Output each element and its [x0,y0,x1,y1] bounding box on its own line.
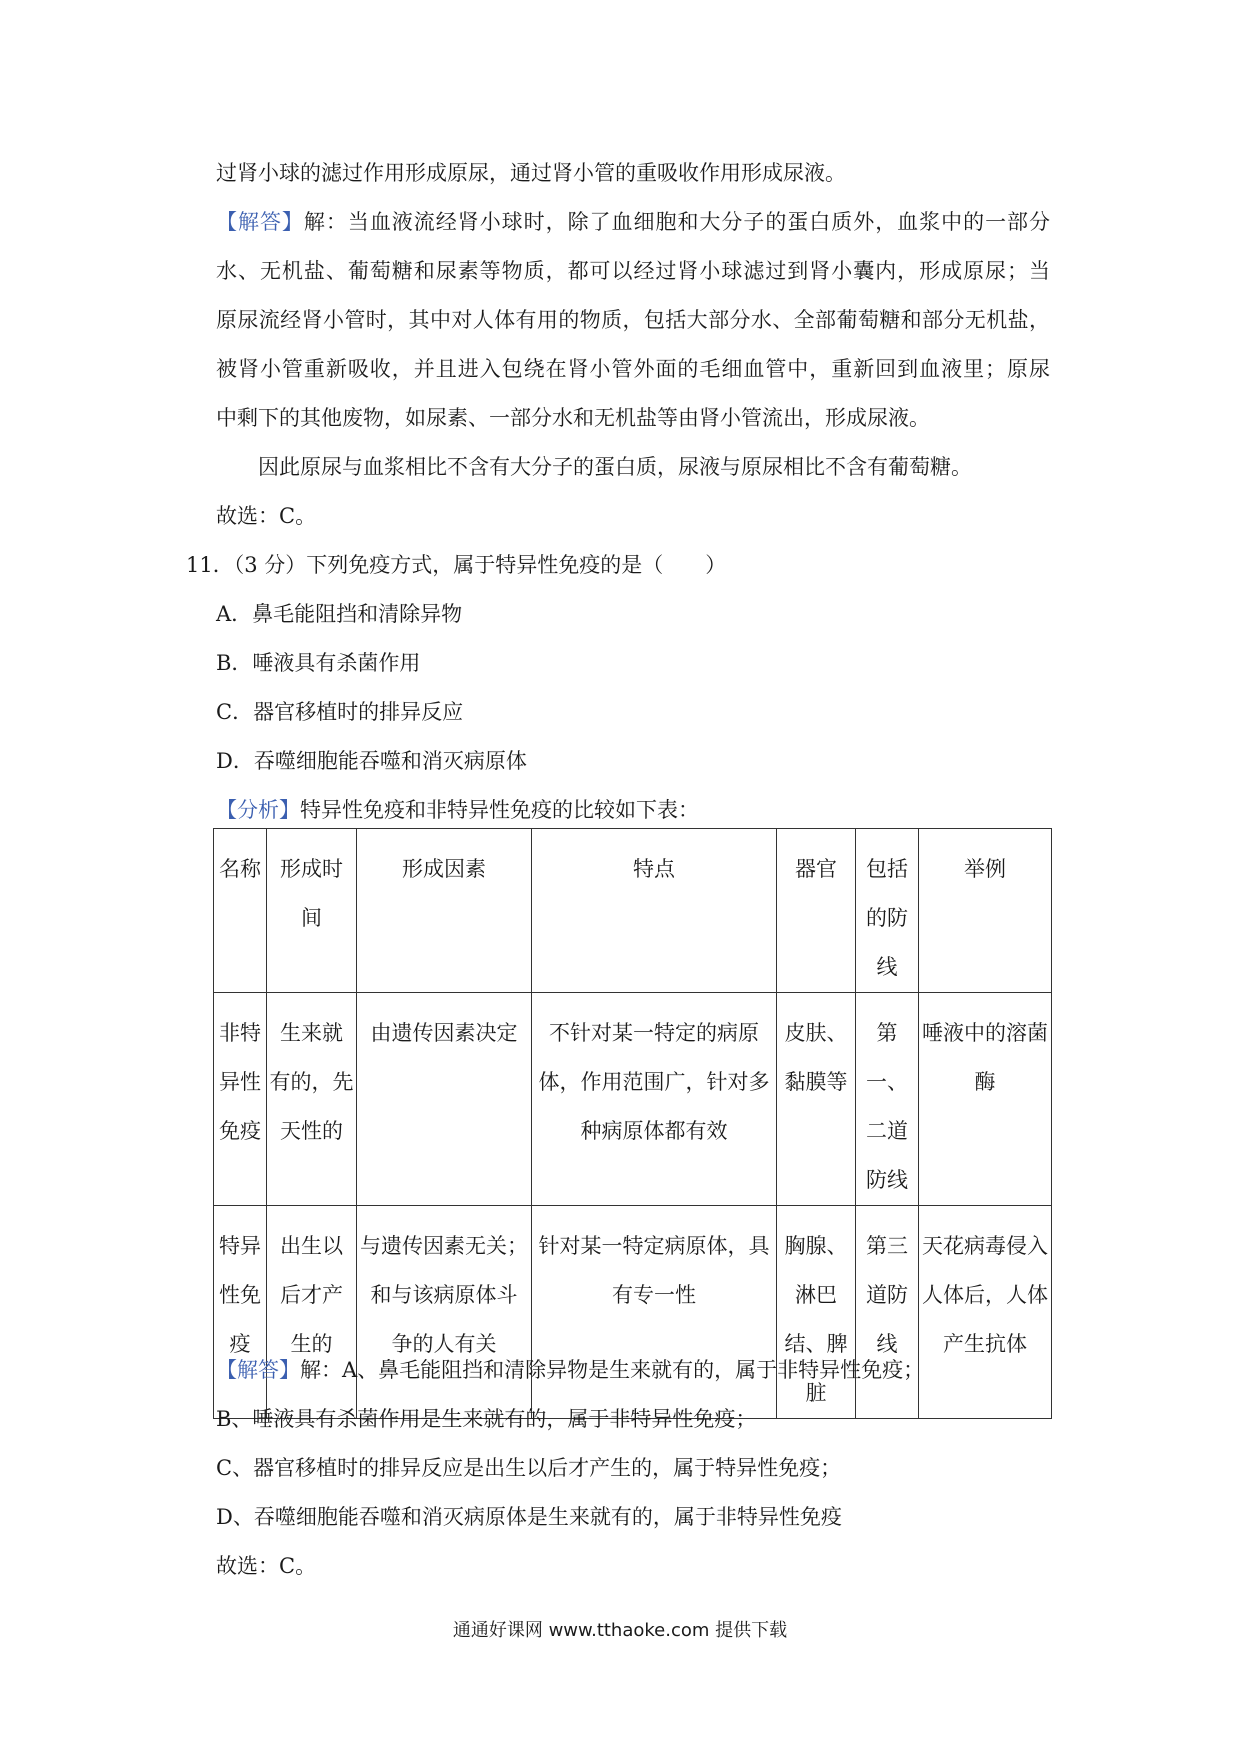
q11-choice: 故选：C。 [216,1554,317,1578]
table-cell: 针对某一特定病原体，具 有专一性 [532,1206,777,1419]
answer-tag: 【解答】 [216,1358,300,1382]
table-cell: 非特 异性 免疫 [214,993,267,1206]
header-cell-feature: 特点 [532,829,777,993]
header-cell-name: 名称 [214,829,267,993]
q11-answer-line-3: C、器官移植时的排异反应是出生以后才产生的，属于特异性免疫； [216,1456,842,1480]
comparison-table [213,828,1052,1419]
q10-answer-line-5: 中剩下的其他废物，如尿素、一部分水和无机盐等由肾小管流出，形成尿液。 [216,406,930,430]
header-cell-factor: 形成因素 [357,829,532,993]
q11-option-d: D．吞噬细胞能吞噬和消灭病原体 [216,749,527,773]
header-cell-time: 形成时 间 [267,829,357,993]
table-cell: 与遗传因素无关； 和与该病原体斗 争的人有关 [357,1206,532,1419]
q10-choice: 故选：C。 [216,504,317,528]
q11-analysis: 【分析】特异性免疫和非特异性免疫的比较如下表： [216,798,699,822]
q11-stem: 11．（3 分）下列免疫方式，属于特异性免疫的是（ ） [186,553,727,577]
header-cell-example: 举例 [919,829,1052,993]
answer-tag: 【解答】 [216,210,304,234]
table-cell: 第一、 二道 防线 [856,993,919,1206]
q10-conclusion: 因此原尿与血浆相比不含有大分子的蛋白质，尿液与原尿相比不含有葡萄糖。 [258,455,972,479]
q11-option-b: B．唾液具有杀菌作用 [216,651,421,675]
table-cell: 由遗传因素决定 [357,993,532,1206]
analysis-tag: 【分析】 [216,798,300,822]
q11-answer-line-1: 【解答】解：A、鼻毛能阻挡和清除异物是生来就有的，属于非特异性免疫； [216,1358,925,1382]
table-header-row [214,829,1052,993]
header-cell-defense: 包括 的防 线 [856,829,919,993]
q10-answer-line-4: 被肾小管重新吸收，并且进入包绕在肾小管外面的毛细血管中，重新回到血液里；原尿 [216,357,1050,381]
table-row [214,993,1052,1206]
table-cell: 出生以 后才产 生的 [267,1206,357,1419]
q10-answer-line-3: 原尿流经肾小管时，其中对人体有用的物质，包括大部分水、全部葡萄糖和部分无机盐， [216,308,1050,332]
table-cell: 不针对某一特定的病原 体，作用范围广，针对多 种病原体都有效 [532,993,777,1206]
table-cell: 胸腺、 淋巴 结、脾 脏 [777,1206,856,1419]
q11-option-a: A．鼻毛能阻挡和清除异物 [216,602,463,626]
table-cell: 生来就 有的，先 天性的 [267,993,357,1206]
q10-explanation-continued: 过肾小球的滤过作用形成原尿，通过肾小管的重吸收作用形成尿液。 [216,161,846,185]
q11-answer-line-4: D、吞噬细胞能吞噬和消灭病原体是生来就有的，属于非特异性免疫 [216,1505,842,1529]
table-row [214,1206,1052,1419]
page-footer: 通通好课网 www.tthaoke.com 提供下载 [452,1620,788,1641]
table-cell: 皮肤、 黏膜等 [777,993,856,1206]
q11-answer-line-2: B、唾液具有杀菌作用是生来就有的，属于非特异性免疫； [216,1407,757,1431]
table-cell: 第三 道防 线 [856,1206,919,1419]
table-cell: 特异 性免 疫 [214,1206,267,1419]
q11-option-c: C．器官移植时的排异反应 [216,700,464,724]
q10-answer-line-1: 【解答】解：当血液流经肾小球时，除了血细胞和大分子的蛋白质外，血浆中的一部分 [216,210,1051,234]
header-cell-organ: 器官 [777,829,856,993]
q10-answer-line-2: 水、无机盐、葡萄糖和尿素等物质，都可以经过肾小球滤过到肾小囊内，形成原尿；当 [216,259,1050,283]
table-cell: 天花病毒侵入 人体后，人体 产生抗体 [919,1206,1052,1419]
table-cell: 唾液中的溶菌 酶 [919,993,1052,1206]
